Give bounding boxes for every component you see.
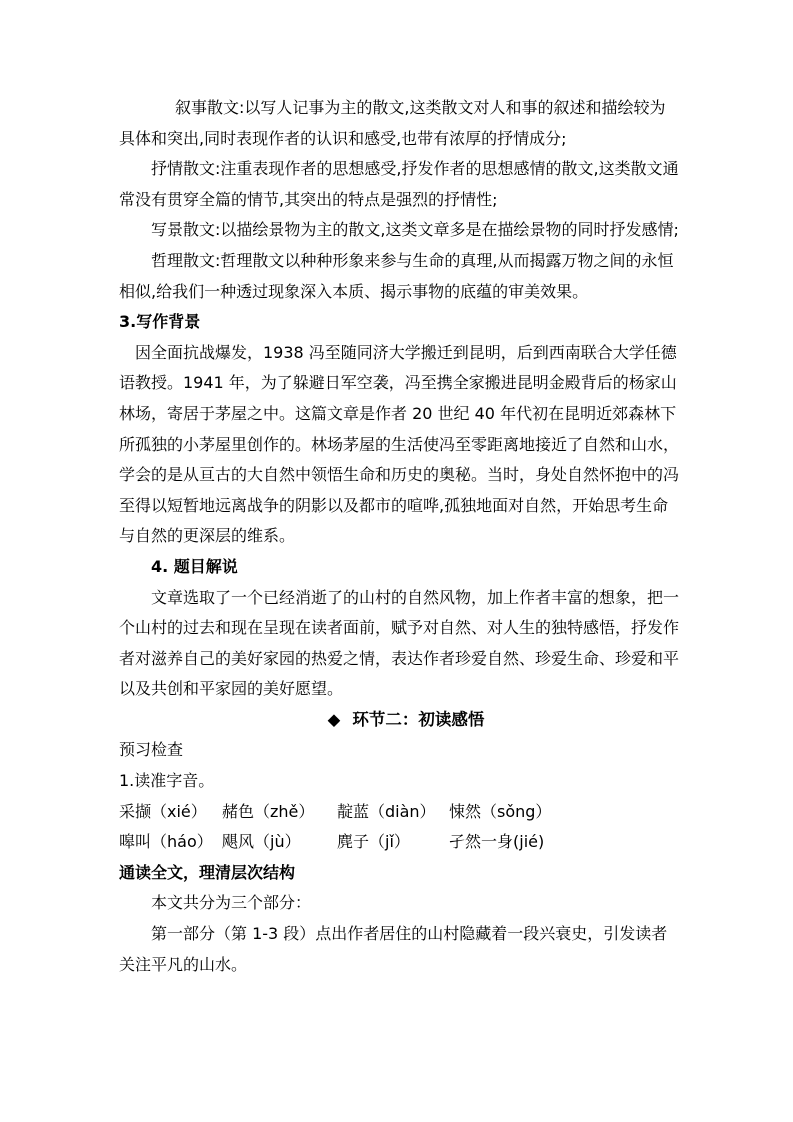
- pinyin-item: 悚然（sǒng）: [449, 801, 552, 821]
- paragraph-narrative-prose: 叙事散文:以写人记事为主的散文,这类散文对人和事的叙述和描绘较为具体和突出,同时表现作者的认识和感受,也带有浓厚的抒情成分;: [119, 98, 666, 148]
- paragraph-structure-intro: 本文共分为三个部分：: [151, 893, 312, 913]
- paragraph-lyrical-prose: 抒情散文:注重表现作者的思想感受,抒发作者的思想感情的散文,这类散文通常没有贯穿全篇的情节,其突出的特点是强烈的抒情性;: [119, 159, 679, 209]
- heading-structure: 通读全文，理清层次结构: [119, 862, 296, 882]
- section-title-text: 环节二：初读感悟: [352, 709, 485, 729]
- pinyin-row-1: [119, 797, 679, 828]
- pinyin-item: 麂子（jǐ）: [337, 832, 410, 852]
- pinyin-item: 赭色（zhě）: [222, 801, 315, 821]
- pinyin-item: 孑然一身(jié): [449, 832, 545, 852]
- document-page: [119, 93, 679, 980]
- section-title-stage-two: [119, 705, 679, 736]
- paragraph-structure-part1: 第一部分（第 1-3 段）点出作者居住的山村隐藏着一段兴衰史，引发读者关注平凡的山水。: [119, 924, 668, 974]
- item-read-pronunciation: 1.读准字音。: [119, 771, 215, 791]
- pinyin-item: 嗥叫（háo）: [119, 832, 213, 852]
- pinyin-item: 采撷（xié）: [119, 801, 207, 821]
- paragraph-writing-background: 因全面抗战爆发，1938 冯至随同济大学搬迁到昆明，后到西南联合大学任德语教授。1941 年，为了躲避日军空袭，冯至携全家搬进昆明金殿背后的杨家山林场，寄居于茅屋之中。这篇文章是作者 20 世纪 40 年代初在昆明近郊森林下所孤独的小茅屋里创作的。林场茅屋的生活使冯至零距离地接近了自然和山水，学会的是从亘古的大自然中领悟生命和历史的奥秘。当时，身处自然怀抱中的冯至得以短暂地远离战争的阴影以及都市的喧哗,孤独地面对自然，开始思考生命与自然的更深层的维系。: [119, 342, 680, 546]
- label-preview-check: 预习检查: [119, 740, 184, 760]
- diamond-bullet-icon: ◆: [327, 709, 341, 729]
- pinyin-row-2: [119, 827, 679, 858]
- pinyin-item: 靛蓝（diàn）: [337, 801, 436, 821]
- paragraph-landscape-prose: 写景散文:以描绘景物为主的散文,这类文章多是在描绘景物的同时抒发感情;: [151, 220, 679, 240]
- pinyin-item: 飓风（jù）: [222, 832, 301, 852]
- heading-title-explanation: 4. 题目解说: [151, 556, 238, 576]
- heading-writing-background: 3.写作背景: [119, 312, 201, 332]
- paragraph-philosophical-prose: 哲理散文:哲理散文以种种形象来参与生命的真理,从而揭露万物之间的永恒相似,给我们一种透过现象深入本质、揭示事物的底蕴的审美效果。: [119, 250, 674, 301]
- paragraph-title-explanation: 文章选取了一个已经消逝了的山村的自然风物，加上作者丰富的想象，把一个山村的过去和现在呈现在读者面前，赋予对自然、对人生的独特感悟，抒发作者对滋养自己的美好家园的热爱之情，表达作者珍爱自然、珍爱生命、珍爱和平以及共创和平家园的美好愿望。: [119, 587, 680, 699]
